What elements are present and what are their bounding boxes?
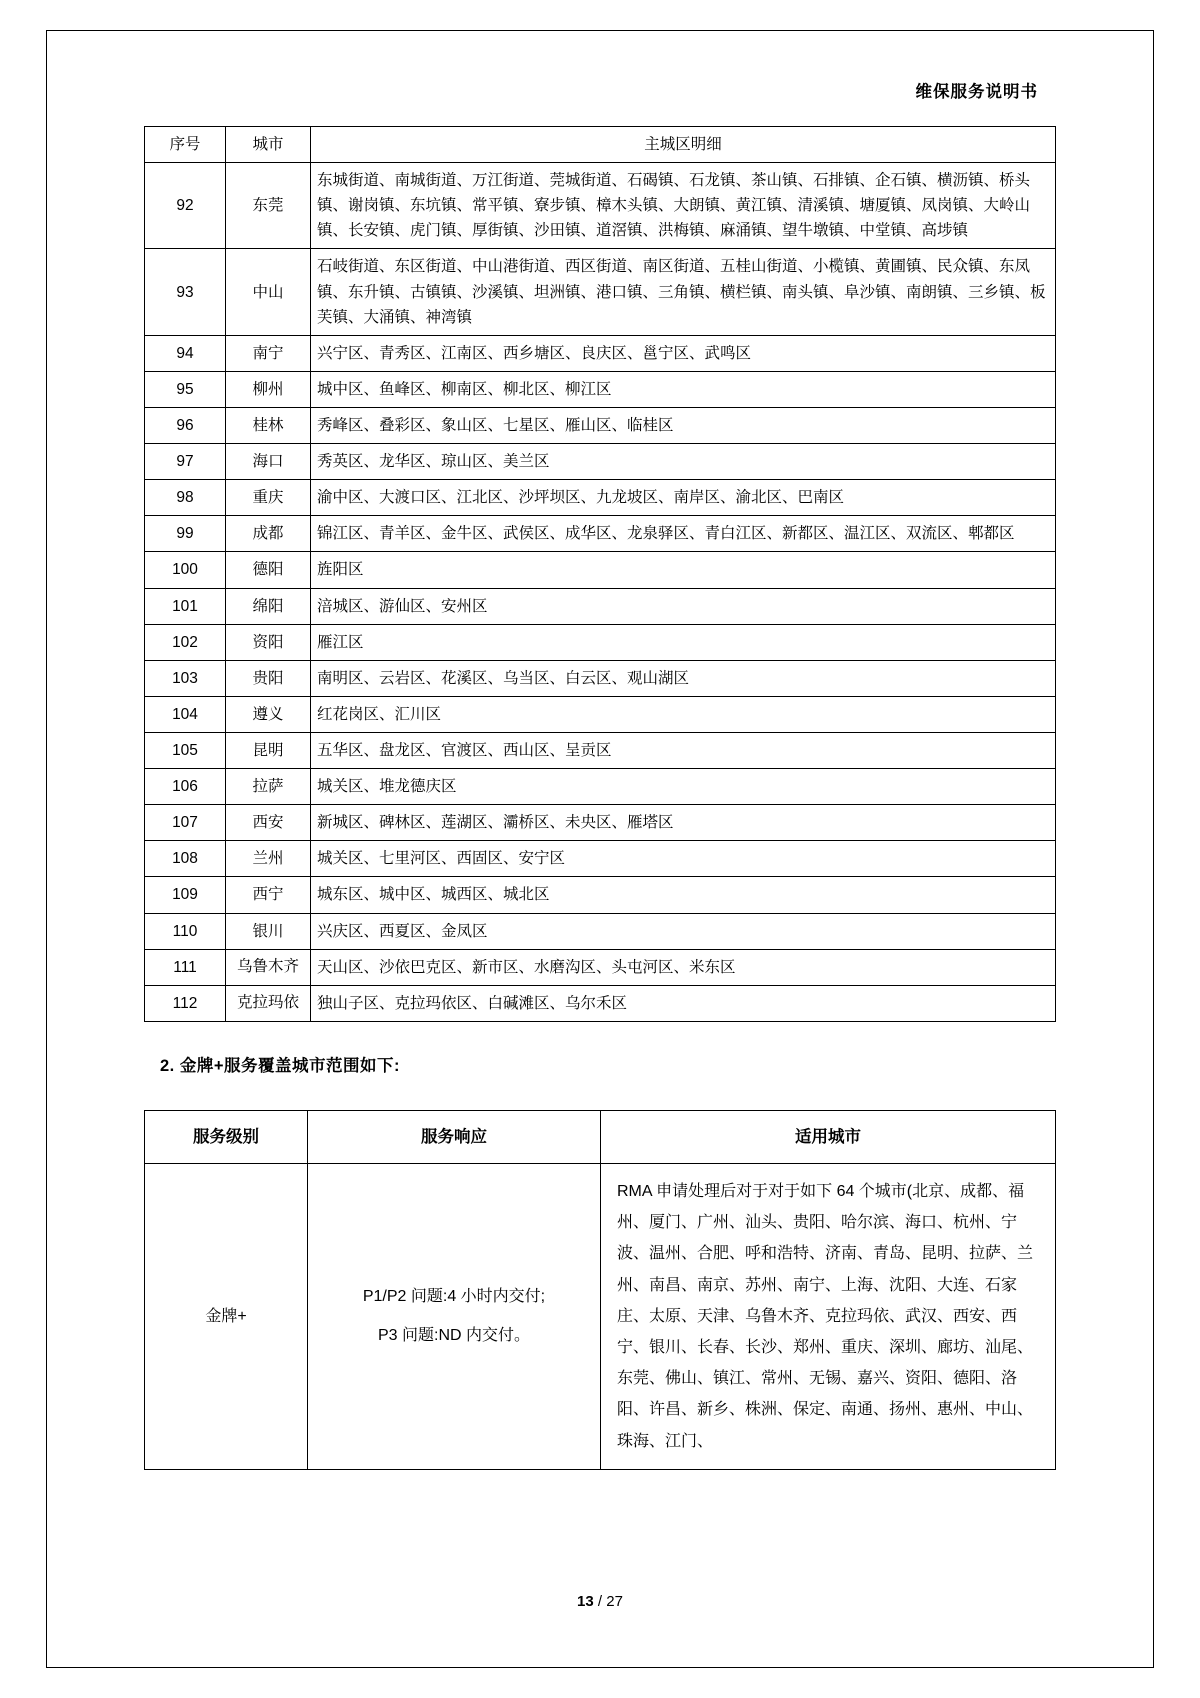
page-footer bbox=[46, 1593, 1154, 1610]
cell-detail: 新城区、碑林区、莲湖区、灞桥区、未央区、雁塔区 bbox=[311, 805, 1056, 841]
table-row bbox=[145, 371, 1056, 407]
column-header-service-response: 服务响应 bbox=[308, 1110, 601, 1163]
cell-detail: 城东区、城中区、城西区、城北区 bbox=[311, 877, 1056, 913]
page-separator: / bbox=[597, 1593, 603, 1610]
cell-no: 94 bbox=[145, 335, 226, 371]
table-row bbox=[145, 552, 1056, 588]
cell-no: 109 bbox=[145, 877, 226, 913]
cell-detail: 雁江区 bbox=[311, 624, 1056, 660]
cell-service-level: 金牌+ bbox=[145, 1164, 308, 1470]
cell-city: 绵阳 bbox=[226, 588, 311, 624]
section-heading: 2. 金牌+服务覆盖城市范围如下: bbox=[160, 1056, 400, 1075]
column-header-city: 城市 bbox=[226, 127, 311, 163]
cell-city: 德阳 bbox=[226, 552, 311, 588]
service-coverage-table bbox=[144, 1110, 1056, 1470]
cell-no: 108 bbox=[145, 841, 226, 877]
cell-no: 101 bbox=[145, 588, 226, 624]
cell-city: 克拉玛依 bbox=[226, 985, 311, 1021]
cell-no: 104 bbox=[145, 696, 226, 732]
table-row bbox=[145, 588, 1056, 624]
cell-city: 银川 bbox=[226, 913, 311, 949]
cell-city: 东莞 bbox=[226, 163, 311, 249]
cell-city: 贵阳 bbox=[226, 660, 311, 696]
cell-detail: 南明区、云岩区、花溪区、乌当区、白云区、观山湖区 bbox=[311, 660, 1056, 696]
cell-no: 105 bbox=[145, 732, 226, 768]
page-content bbox=[46, 30, 1154, 1668]
service-table-header-row bbox=[145, 1110, 1056, 1163]
cell-city: 西安 bbox=[226, 805, 311, 841]
table-row bbox=[145, 444, 1056, 480]
table-row bbox=[145, 732, 1056, 768]
cell-detail: 兴庆区、西夏区、金凤区 bbox=[311, 913, 1056, 949]
cell-no: 98 bbox=[145, 480, 226, 516]
cell-detail: 天山区、沙依巴克区、新市区、水磨沟区、头屯河区、米东区 bbox=[311, 949, 1056, 985]
table-row bbox=[145, 407, 1056, 443]
cell-city: 昆明 bbox=[226, 732, 311, 768]
table-row bbox=[145, 877, 1056, 913]
table-row bbox=[145, 805, 1056, 841]
cell-no: 112 bbox=[145, 985, 226, 1021]
cell-no: 103 bbox=[145, 660, 226, 696]
cell-detail: 秀英区、龙华区、琼山区、美兰区 bbox=[311, 444, 1056, 480]
current-page-number: 13 bbox=[577, 1593, 594, 1610]
cell-applicable-cities: RMA 申请处理后对于对于如下 64 个城市(北京、成都、福州、厦门、广州、汕头、贵阳、哈尔滨、海口、杭州、宁波、温州、合肥、呼和浩特、济南、青岛、昆明、拉萨、兰州、南昌、南京、苏州、南宁、上海、沈阳、大连、石家庄、太原、天津、乌鲁木齐、克拉玛依、武汉、西安、西宁、银川、长春、长沙、郑州、重庆、深圳、廊坊、汕尾、东莞、佛山、镇江、常州、无锡、嘉兴、资阳、德阳、洛阳、许昌、新乡、株洲、保定、南通、扬州、惠州、中山、珠海、江门、 bbox=[601, 1164, 1056, 1470]
cell-no: 95 bbox=[145, 371, 226, 407]
cell-detail: 城中区、鱼峰区、柳南区、柳北区、柳江区 bbox=[311, 371, 1056, 407]
cell-detail: 锦江区、青羊区、金牛区、武侯区、成华区、龙泉驿区、青白江区、新都区、温江区、双流区、郫都区 bbox=[311, 516, 1056, 552]
cell-city: 乌鲁木齐 bbox=[226, 949, 311, 985]
cell-no: 92 bbox=[145, 163, 226, 249]
table-row bbox=[145, 696, 1056, 732]
cell-no: 110 bbox=[145, 913, 226, 949]
cell-no: 100 bbox=[145, 552, 226, 588]
cell-detail: 涪城区、游仙区、安州区 bbox=[311, 588, 1056, 624]
cell-no: 96 bbox=[145, 407, 226, 443]
cell-city: 重庆 bbox=[226, 480, 311, 516]
table-row bbox=[145, 480, 1056, 516]
column-header-service-level: 服务级别 bbox=[145, 1110, 308, 1163]
table-row bbox=[145, 624, 1056, 660]
table-row bbox=[145, 985, 1056, 1021]
cell-city: 资阳 bbox=[226, 624, 311, 660]
cell-no: 99 bbox=[145, 516, 226, 552]
cell-detail: 五华区、盘龙区、官渡区、西山区、呈贡区 bbox=[311, 732, 1056, 768]
response-line-p1p2: P1/P2 问题:4 小时内交付; bbox=[362, 1288, 546, 1306]
cell-detail: 秀峰区、叠彩区、象山区、七星区、雁山区、临桂区 bbox=[311, 407, 1056, 443]
service-table-row bbox=[145, 1164, 1056, 1470]
cell-no: 97 bbox=[145, 444, 226, 480]
cell-no: 93 bbox=[145, 249, 226, 335]
cell-city: 成都 bbox=[226, 516, 311, 552]
city-coverage-table bbox=[144, 126, 1056, 1022]
table-row bbox=[145, 660, 1056, 696]
column-header-detail: 主城区明细 bbox=[311, 127, 1056, 163]
document-header-title: 维保服务说明书 bbox=[915, 83, 1038, 101]
table-row bbox=[145, 841, 1056, 877]
cell-city: 南宁 bbox=[226, 335, 311, 371]
cell-detail: 渝中区、大渡口区、江北区、沙坪坝区、九龙坡区、南岸区、渝北区、巴南区 bbox=[311, 480, 1056, 516]
column-header-applicable-cities: 适用城市 bbox=[601, 1110, 1056, 1163]
cell-no: 111 bbox=[145, 949, 226, 985]
cell-detail: 红花岗区、汇川区 bbox=[311, 696, 1056, 732]
cell-city: 中山 bbox=[226, 249, 311, 335]
response-line-p3: P3 问题:ND 内交付。 bbox=[377, 1327, 531, 1345]
cell-detail: 兴宁区、青秀区、江南区、西乡塘区、良庆区、邕宁区、武鸣区 bbox=[311, 335, 1056, 371]
cell-no: 107 bbox=[145, 805, 226, 841]
cell-detail: 旌阳区 bbox=[311, 552, 1056, 588]
cell-city: 兰州 bbox=[226, 841, 311, 877]
table-row bbox=[145, 249, 1056, 335]
total-page-number: 27 bbox=[606, 1593, 623, 1610]
cell-city: 拉萨 bbox=[226, 769, 311, 805]
cell-service-response bbox=[308, 1164, 601, 1470]
table-row bbox=[145, 949, 1056, 985]
cell-detail: 石岐街道、东区街道、中山港街道、西区街道、南区街道、五桂山街道、小榄镇、黄圃镇、民众镇、东凤镇、东升镇、古镇镇、沙溪镇、坦洲镇、港口镇、三角镇、横栏镇、南头镇、阜沙镇、南朗镇、三乡镇、板芙镇、大涌镇、神湾镇 bbox=[311, 249, 1056, 335]
cell-city: 海口 bbox=[226, 444, 311, 480]
cell-city: 西宁 bbox=[226, 877, 311, 913]
table-row bbox=[145, 913, 1056, 949]
table-row bbox=[145, 335, 1056, 371]
cell-city: 桂林 bbox=[226, 407, 311, 443]
cell-detail: 城关区、七里河区、西固区、安宁区 bbox=[311, 841, 1056, 877]
table-header-row bbox=[145, 127, 1056, 163]
cell-detail: 独山子区、克拉玛依区、白碱滩区、乌尔禾区 bbox=[311, 985, 1056, 1021]
cell-city: 柳州 bbox=[226, 371, 311, 407]
table-row bbox=[145, 163, 1056, 249]
table-row bbox=[145, 769, 1056, 805]
table-row bbox=[145, 516, 1056, 552]
cell-no: 106 bbox=[145, 769, 226, 805]
cell-no: 102 bbox=[145, 624, 226, 660]
column-header-no: 序号 bbox=[145, 127, 226, 163]
cell-detail: 城关区、堆龙德庆区 bbox=[311, 769, 1056, 805]
cell-detail: 东城街道、南城街道、万江街道、莞城街道、石碣镇、石龙镇、茶山镇、石排镇、企石镇、横沥镇、桥头镇、谢岗镇、东坑镇、常平镇、寮步镇、樟木头镇、大朗镇、黄江镇、清溪镇、塘厦镇、凤岗镇、大岭山镇、长安镇、虎门镇、厚街镇、沙田镇、道滘镇、洪梅镇、麻涌镇、望牛墩镇、中堂镇、高埗镇 bbox=[311, 163, 1056, 249]
cell-city: 遵义 bbox=[226, 696, 311, 732]
